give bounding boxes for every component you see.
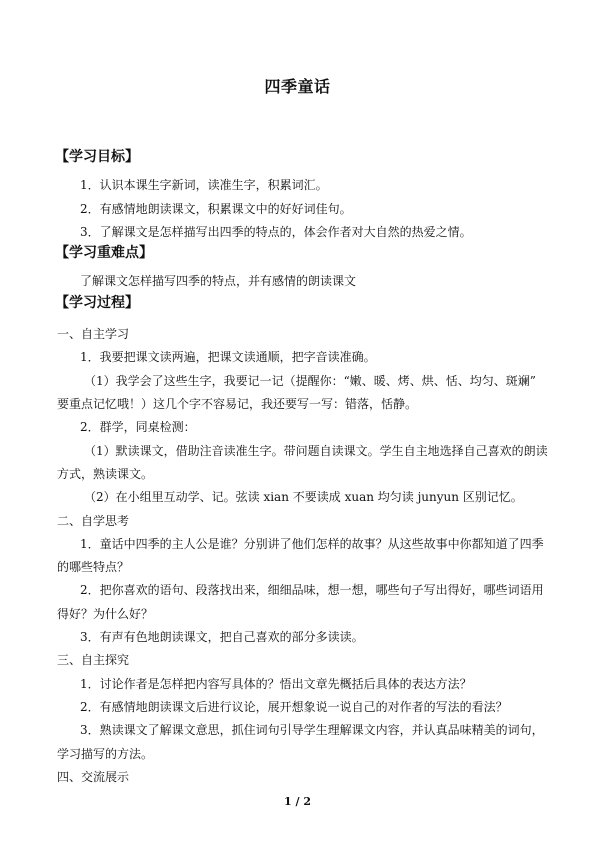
- section-1-item-2-b: （2）在小组里互动学、记。弦读 xian 不要读成 xuan 均匀读 junyun 区别记忆。: [84, 490, 523, 504]
- section-2-item-1-cont: 的哪些特点？: [57, 560, 130, 574]
- section-1-item-2: 2．群学，同桌检测：: [80, 420, 196, 434]
- section-3-item-2: 2．有感情地朗读课文后进行议论，展开想象说一说自己的对作者的写法的看法？: [80, 700, 508, 714]
- section-1-item-2-a-cont: 方式，熟读课文。: [57, 467, 154, 481]
- section-1-item-1: 1．我要把课文读两遍，把课文读通顺，把字音读准确。: [80, 350, 376, 364]
- section-1-item-1-note-cont: 要重点记忆哦！）这几个字不容易记，我还要写一写：错落，恬静。: [57, 397, 418, 411]
- section-2-item-2: 2．把你喜欢的语句、段落找出来，细细品味，想一想，哪些句子写出得好，哪些词语用: [80, 583, 544, 597]
- section-3-item-3: 3．熟读课文了解课文意思，抓住词句引导学生理解课文内容，并认真品味精美的词句，: [80, 723, 544, 737]
- section-4-title: 四、交流展示: [57, 770, 130, 784]
- focus-heading: 【学习重难点】: [55, 245, 153, 261]
- goal-item-3: 3．了解课文是怎样描写出四季的特点的，体会作者对大自然的热爱之情。: [80, 225, 472, 239]
- section-2-item-3: 3．有声有色地朗读课文，把自己喜欢的部分多读读。: [80, 630, 364, 644]
- section-1-title: 一、自主学习: [57, 327, 130, 341]
- section-1-item-1-note: （1）我学会了这些生字，我要记一记（提醒你：“嫩、暖、烤、烘、恬、均匀、斑斓”: [84, 374, 536, 388]
- goal-item-1: 1．认识本课生字新词，读准生字，积累词汇。: [80, 178, 328, 192]
- section-2-item-1: 1．童话中四季的主人公是谁？分别讲了他们怎样的故事？从这些故事中你都知道了四季: [80, 537, 544, 551]
- section-2-item-2-cont: 得好？为什么好？: [57, 607, 154, 621]
- section-3-title: 三、自主探究: [57, 653, 130, 667]
- process-heading: 【学习过程】: [55, 295, 139, 311]
- section-3-item-3-cont: 学习描写的方法。: [57, 747, 154, 761]
- section-2-title: 二、自学思考: [57, 514, 130, 528]
- focus-text: 了解课文怎样描写四季的特点，并有感情的朗读课文: [80, 274, 357, 288]
- document-title: 四季童话: [264, 77, 331, 96]
- goals-heading: 【学习目标】: [55, 149, 139, 165]
- section-1-item-2-a: （1）默读课文，借助注音读准生字。带问题自读课文。学生自主地选择自己喜欢的朗读: [84, 444, 548, 458]
- section-3-item-1: 1．讨论作者是怎样把内容写具体的？悟出文章先概括后具体的表达方法？: [80, 677, 472, 691]
- page-number: 1 / 2: [284, 795, 311, 808]
- goal-item-2: 2．有感情地朗读课文，积累课文中的好好词佳句。: [80, 202, 352, 216]
